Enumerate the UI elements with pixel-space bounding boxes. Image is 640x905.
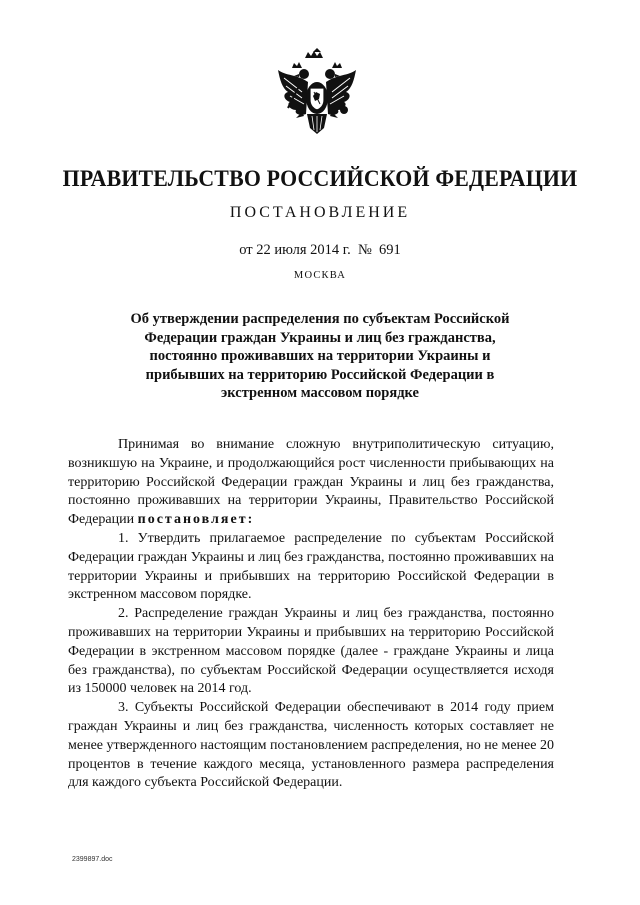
date-and-number: от 22 июля 2014 г. № 691 [239, 242, 401, 258]
document-subject: Об утверждении распределения по субъектам Российской Федерации граждан Украины и лиц без гражданства, постоянно проживавших на территории Украины и прибывших на территорию Российской Федерации в экстренном массовом порядке [130, 311, 510, 402]
item-2-paragraph: 2. Распределение граждан Украины и лиц без гражданства, постоянно проживавших на территории Украины и прибывших на территорию Российской Федерации в экстренном массовом порядке (далее - граждане Украины и лица без гражданства), по субъектам Российской Федерации осуществляется исходя из 150000 человек на 2014 год. [68, 606, 554, 697]
item-3-paragraph: 3. Субъекты Российской Федерации обеспечивают в 2014 году прием граждан Украины и лиц без гражданства, численность которых составляет не менее утвержденного настоящим постановлением распределения, но не менее 20 процентов в течение каждого месяца, установленного размера распределения для каждого субъекта Российской Федерации. [68, 700, 554, 791]
document-body [68, 436, 554, 793]
resolves-word: постановляет: [137, 512, 255, 528]
coat-of-arms-icon [272, 48, 362, 140]
government-title: ПРАВИТЕЛЬСТВО РОССИЙСКОЙ ФЕДЕРАЦИИ [62, 166, 578, 191]
preamble-paragraph [68, 436, 554, 530]
document-type: ПОСТАНОВЛЕНИЕ [229, 204, 411, 221]
document-file-code: 2399897.doc [72, 856, 113, 863]
preamble-text: Принимая во внимание сложную внутриполитическую ситуацию, возникшую на Украине, и продолжающийся рост численности прибывающих на территорию Российской Федерации граждан Украины и лиц без гражданства, постоянно проживавших на территории Украины, Правительство Российской Федерации [68, 437, 554, 528]
city: МОСКВА [293, 270, 347, 281]
item-1-paragraph: 1. Утвердить прилагаемое распределение по субъектам Российской Федерации граждан Украины и лиц без гражданства, постоянно проживавших на территории Украины и прибывших на территорию Российской Федерации в экстренном массовом порядке. [68, 530, 554, 603]
